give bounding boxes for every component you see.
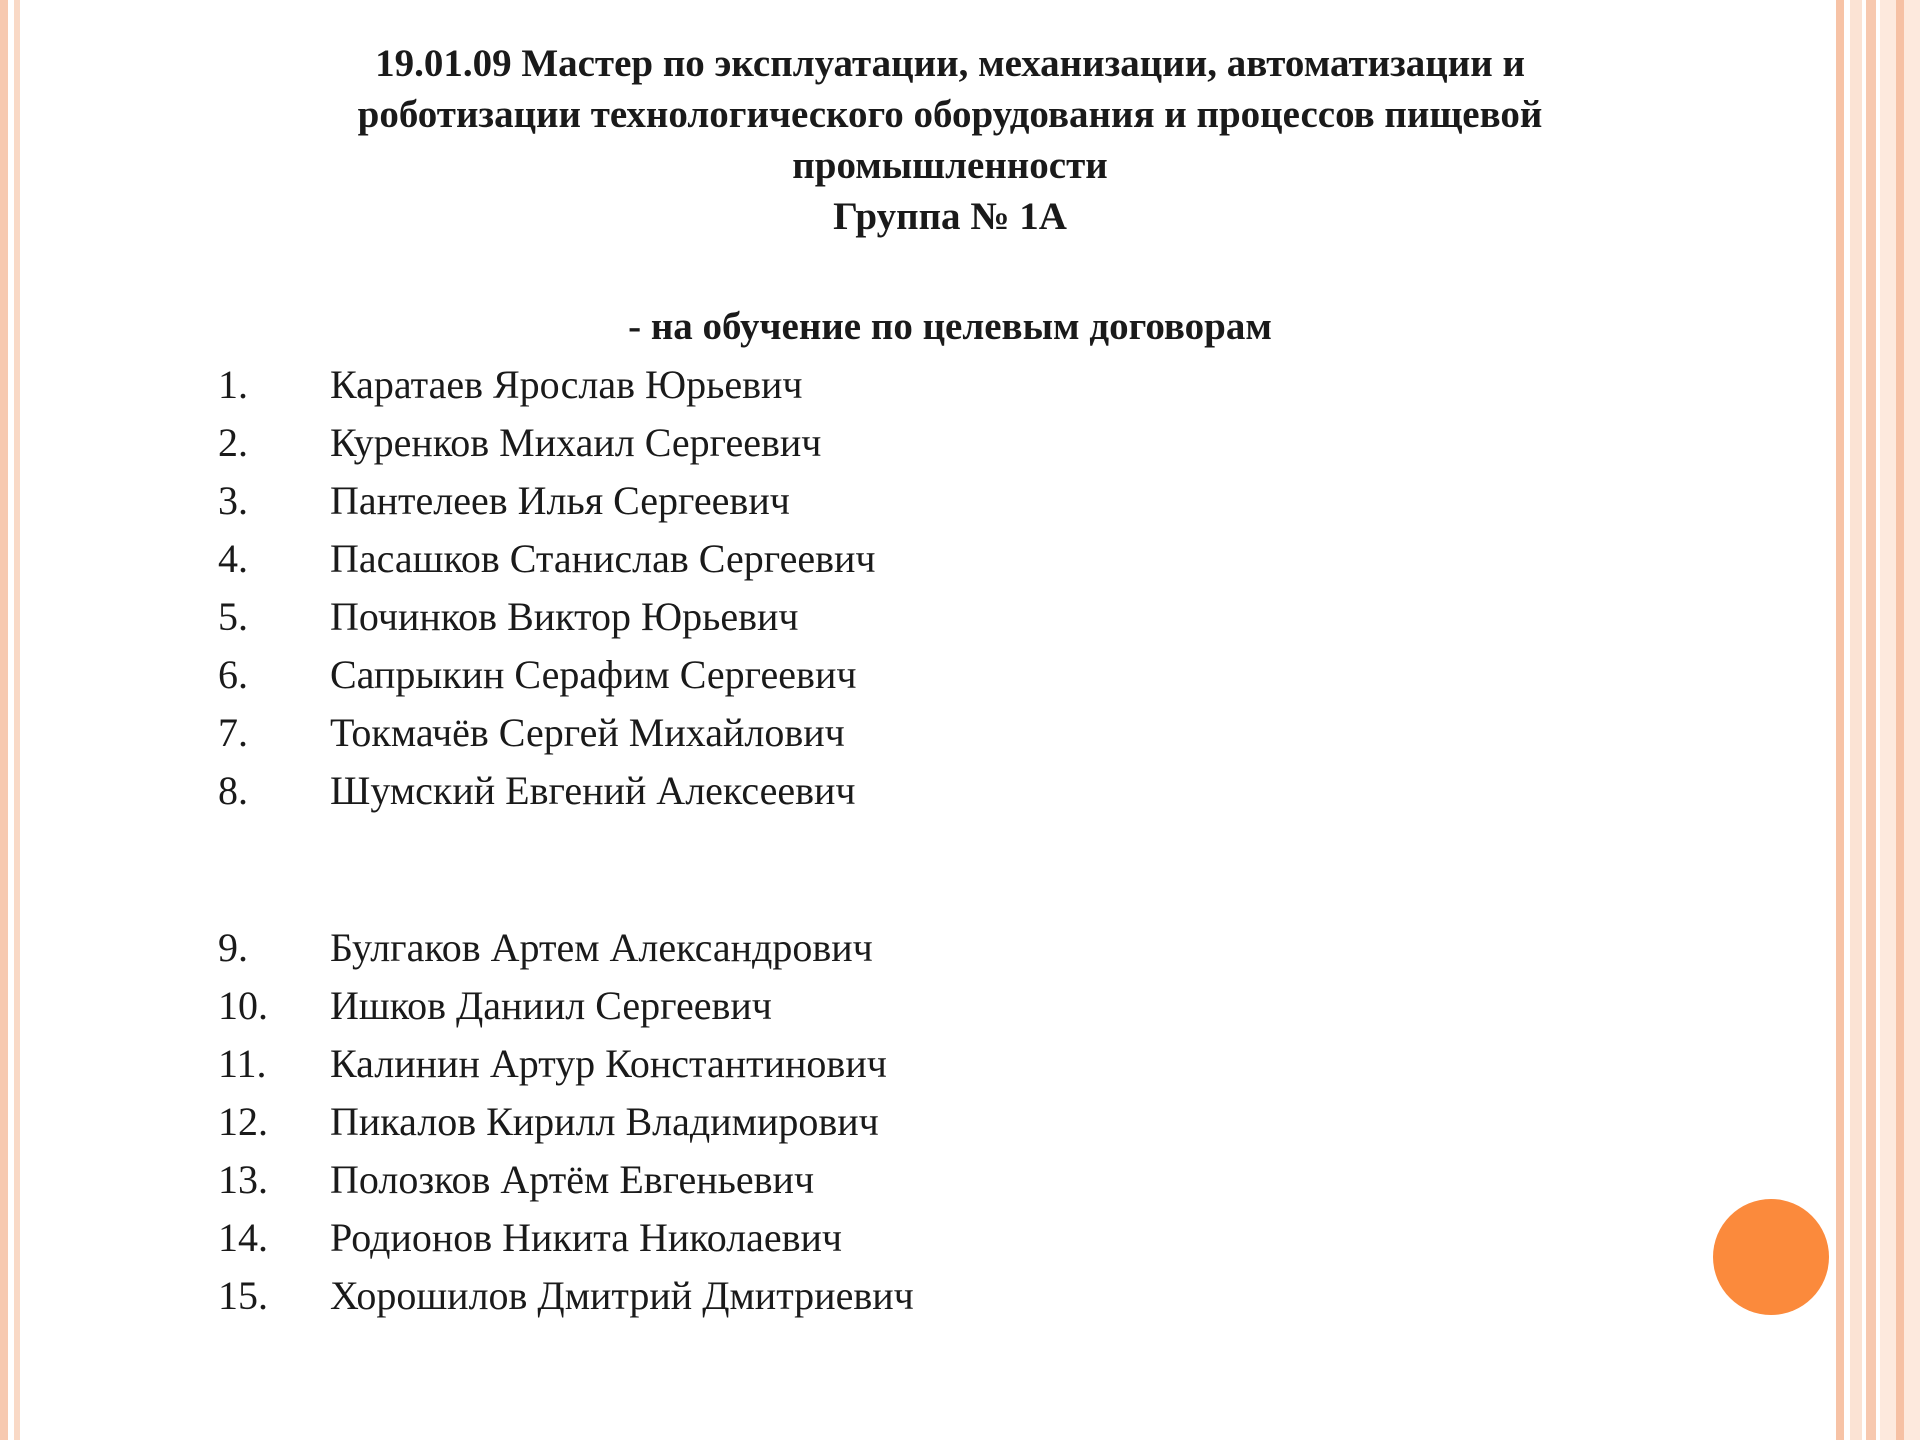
student-name: Калинин Артур Константинович [330, 1041, 887, 1086]
student-name: Ишков Даниил Сергеевич [330, 983, 772, 1028]
item-number: 15. [218, 1273, 268, 1318]
item-number: 8. [218, 768, 248, 813]
title-line: 19.01.09 Мастер по эксплуатации, механизации, автоматизации и [375, 42, 1525, 85]
student-name: Хорошилов Дмитрий Дмитриевич [330, 1273, 914, 1318]
item-number: 13. [218, 1157, 268, 1202]
list-item [218, 1152, 814, 1208]
item-number: 10. [218, 983, 268, 1028]
right-border-stripe [1850, 0, 1862, 1440]
student-name: Шумский Евгений Алексеевич [330, 768, 856, 813]
list-item [218, 763, 856, 819]
student-name: Пантелеев Илья Сергеевич [330, 478, 790, 523]
student-name: Токмачёв Сергей Михайлович [330, 710, 845, 755]
list-item [218, 415, 821, 471]
title-line: роботизации технологического оборудования и процессов пищевой [357, 93, 1543, 136]
list-item [218, 531, 876, 587]
page-title [240, 38, 1660, 242]
group-title: Группа № 1А [833, 195, 1067, 238]
list-item [218, 357, 803, 413]
item-number: 7. [218, 710, 248, 755]
student-name: Сапрыкин Серафим Сергеевич [330, 652, 857, 697]
item-number: 12. [218, 1099, 268, 1144]
list-item [218, 647, 856, 703]
item-number: 6. [218, 652, 248, 697]
item-number: 14. [218, 1215, 268, 1260]
item-number: 2. [218, 420, 248, 465]
student-name: Починков Виктор Юрьевич [330, 594, 799, 639]
right-border-stripe [1866, 0, 1876, 1440]
list-item [218, 1094, 879, 1150]
right-border-stripe [1896, 0, 1904, 1440]
item-number: 3. [218, 478, 248, 523]
student-name: Куренков Михаил Сергеевич [330, 420, 822, 465]
student-name: Пасашков Станислав Сергеевич [330, 536, 876, 581]
list-item [218, 473, 790, 529]
left-border-stripe [0, 0, 8, 1440]
item-number: 11. [218, 1041, 267, 1086]
student-name: Пикалов Кирилл Владимирович [330, 1099, 879, 1144]
student-name: Полозков Артём Евгеньевич [330, 1157, 815, 1202]
student-name: Родионов Никита Николаевич [330, 1215, 843, 1260]
list-item [218, 589, 799, 645]
item-number: 1. [218, 362, 248, 407]
list-item [218, 1036, 887, 1092]
item-number: 5. [218, 594, 248, 639]
section-subheading: - на обучение по целевым договорам [628, 305, 1272, 348]
student-name: Каратаев Ярослав Юрьевич [330, 362, 803, 407]
decorative-circle [1713, 1199, 1829, 1315]
list-item [218, 1210, 842, 1266]
item-number: 9. [218, 925, 248, 970]
title-line: промышленности [792, 144, 1108, 187]
item-number: 4. [218, 536, 248, 581]
list-item [218, 705, 845, 761]
right-border-stripe [1836, 0, 1844, 1440]
student-name: Булгаков Артем Александрович [330, 925, 873, 970]
list-item [218, 920, 873, 976]
list-item [218, 1268, 914, 1324]
left-border-stripe [14, 0, 20, 1440]
list-item [218, 978, 772, 1034]
